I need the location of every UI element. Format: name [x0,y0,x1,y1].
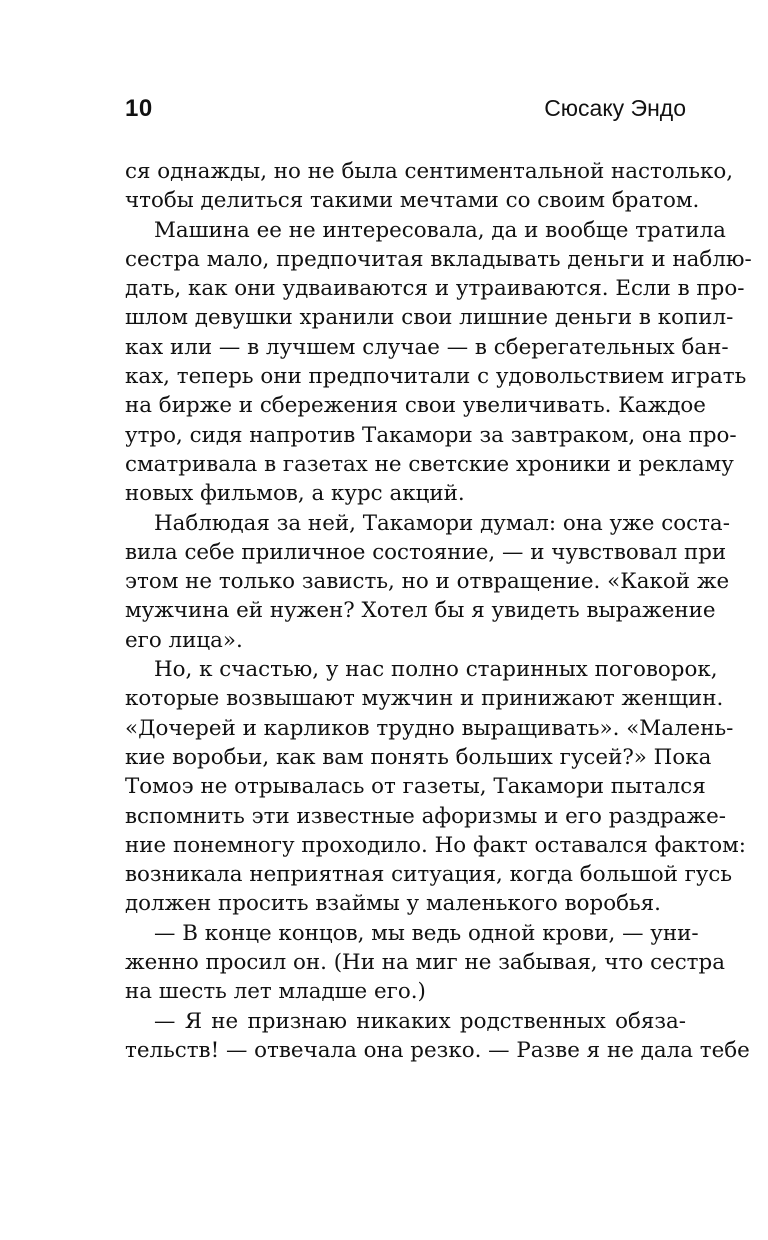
text-line: ках или — в лучшем случае — в сберегательных бан- [125,334,729,360]
running-head-author: Сюсаку Эндо [544,95,686,121]
text-line: его лица». [125,627,243,653]
text-line: должен просить взаймы у маленького воробья. [125,891,661,917]
text-line: которые возвышают мужчин и принижают женщин. [125,686,724,712]
text-line: дать, как они удваиваются и утраиваются. Если в про- [125,276,745,302]
text-line: кие воробьи, как вам понять больших гусей?» Пока [125,744,712,770]
text-line: Наблюдая за ней, Такамори думал: она уже соста- [154,510,730,536]
text-line: возникала неприятная ситуация, когда большой гусь [125,862,733,888]
text-line: ние понемногу проходило. Но факт оставался фактом: [125,832,747,858]
text-line: шлом девушки хранили свои лишние деньги в копил- [125,305,734,331]
text-line: женно просил он. (Ни на миг не забывая, что сестра [125,950,725,976]
text-line: сматривала в газетах не светские хроники и рекламу [125,451,734,477]
text-line: Томоэ не отрывалась от газеты, Такамори пытался [125,774,706,800]
text-line: «Дочерей и карликов трудно выращивать». «Малень- [125,715,734,741]
text-line: сестра мало, предпочитая вкладывать деньги и наблю- [125,246,752,272]
text-line: чтобы делиться такими мечтами со своим братом. [125,188,700,214]
text-line: Машина ее не интересовала, да и вообще тратила [154,217,726,243]
text-line: Но, к счастью, у нас полно старинных поговорок, [154,657,718,683]
text-line: тельств! — отвечала она резко. — Разве я не дала тебе [125,1037,750,1063]
text-line: мужчина ей нужен? Хотел бы я увидеть выражение [125,598,716,624]
text-line: вспомнить эти известные афоризмы и его раздраже- [125,803,726,829]
text-line: утро, сидя напротив Такамори за завтраком, она про- [125,422,737,448]
body-text [125,157,752,1065]
page-header [125,95,686,125]
text-line: — Я не признаю никаких родственных обяза- [154,1008,686,1034]
text-line: на бирже и сбережения свои увеличивать. Каждое [125,393,706,419]
page-number: 10 [125,95,153,122]
text-line: новых фильмов, а курс акций. [125,481,465,507]
text-line: — В конце концов, мы ведь одной крови, — уни- [154,920,699,946]
text-line: на шесть лет младше его.) [125,979,426,1005]
text-line: ся однажды, но не была сентиментальной настолько, [125,159,734,184]
text-line: ках, теперь они предпочитали с удовольствием играть [125,364,747,390]
text-line: этом не только зависть, но и отвращение. «Какой же [125,569,730,595]
text-line: вила себе приличное состояние, — и чувствовал при [125,539,727,565]
